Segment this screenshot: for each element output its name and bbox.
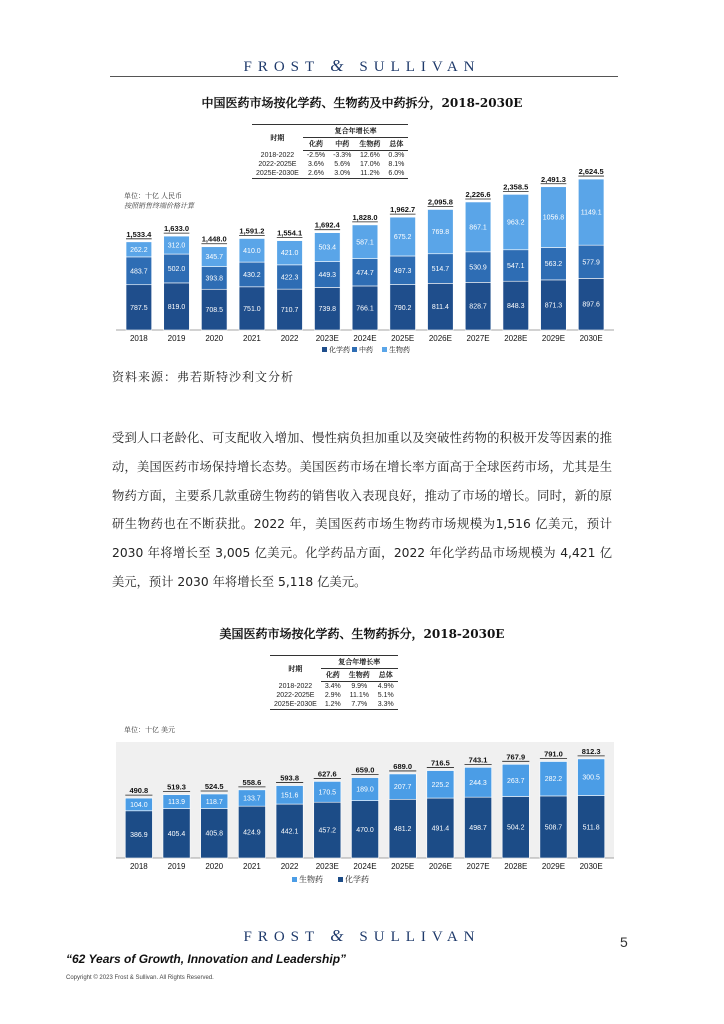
- chart1-title: 中国医药市场按化学药、生物药及中药拆分，2018-2030E: [201, 96, 523, 110]
- value-cell: 5.6%: [334, 161, 351, 168]
- col-header: 中药: [329, 138, 355, 151]
- chart2-stacked-bar-chart: [112, 728, 618, 888]
- segment-value-label: 587.1: [356, 239, 374, 247]
- segment-value-label: 151.6: [280, 792, 299, 800]
- segment-value-label: 393.8: [205, 275, 223, 283]
- table-row: [270, 691, 398, 700]
- header-brand-logo: [0, 56, 724, 76]
- footer-brand-logo: [0, 926, 724, 946]
- segment-value-label: 498.7: [469, 825, 487, 833]
- total-value-label: 1,533.4: [126, 229, 152, 239]
- segment-value-label: 769.8: [431, 229, 450, 237]
- segment-value-label: 457.2: [318, 827, 337, 835]
- legend-swatch: [382, 347, 387, 352]
- total-value-label: 1,692.4: [314, 220, 340, 230]
- value-cell: 3.6%: [307, 161, 324, 168]
- table-row: [270, 682, 398, 692]
- segment-value-label: 118.7: [205, 798, 223, 806]
- segment-value-label: 262.2: [130, 246, 148, 254]
- chart1-cagr-table: [252, 124, 408, 179]
- segment-value-label: 225.2: [431, 781, 450, 789]
- segment-value-label: 282.2: [544, 776, 563, 784]
- total-value-label: 1,962.7: [390, 205, 416, 215]
- x-tick-label: 2028E: [504, 862, 528, 871]
- segment-value-label: 563.2: [544, 261, 563, 269]
- total-value-label: 659.0: [355, 765, 375, 775]
- legend-label: 生物药: [299, 875, 323, 884]
- value-cell: 1.2%: [321, 700, 345, 710]
- segment-value-label: 410.0: [243, 247, 261, 255]
- x-tick-label: 2020: [205, 862, 224, 871]
- segment-value-label: 514.7: [431, 266, 450, 274]
- x-tick-label: 2024E: [353, 862, 377, 871]
- table-row: [270, 700, 398, 710]
- value-cell: 0.3%: [388, 152, 405, 159]
- segment-value-label: 503.4: [318, 244, 337, 252]
- legend-swatch: [338, 877, 343, 882]
- segment-value-label: 300.5: [582, 774, 600, 782]
- x-tick-label: 2022: [280, 862, 299, 871]
- total-value-label: 689.0: [393, 761, 413, 771]
- segment-value-label: 787.5: [130, 304, 148, 312]
- total-value-label: 519.3: [167, 782, 186, 792]
- segment-value-label: 739.8: [318, 306, 337, 314]
- x-tick-label: 2023E: [315, 334, 339, 343]
- segment-value-label: 819.0: [167, 303, 186, 311]
- value-cell: 2.9%: [324, 692, 341, 699]
- segment-value-label: 207.7: [393, 784, 412, 792]
- legend-label: 化学药: [329, 346, 350, 354]
- total-value-label: 558.6: [242, 777, 262, 787]
- segment-value-label: 508.7: [544, 824, 563, 832]
- segment-value-label: 170.5: [318, 789, 337, 797]
- segment-value-label: 963.2: [507, 219, 525, 227]
- segment-value-label: 511.8: [582, 824, 600, 832]
- body-paragraph: 受到人口老龄化、可支配收入增加、慢性病负担加重以及突破性药物的积极开发等因素的推动，美国医药市场保持增长态势。美国医药市场在增长率方面高于全球医药市场，尤其是生物药方面，主要系几款重磅生物药的销售收入表现良好，推动了市场的增长。同时，新的原研生物药也在不断获批。2022 年，美国医药市场生物药市场规模为1,516 亿美元，预计 2030 年将增长至 3,005 亿美元。化学药品方面，2022 年化学药品市场规模为 4,421 亿美元，预计 2030 年将增长至 5,118 亿美元。: [112, 431, 612, 589]
- table-row: [252, 169, 408, 179]
- value-cell: 3.4%: [324, 683, 341, 690]
- segment-value-label: 811.4: [431, 304, 449, 312]
- value-cell: 6.0%: [384, 169, 408, 179]
- col-header: 化药: [321, 669, 345, 682]
- segment-value-label: 424.9: [243, 829, 261, 837]
- segment-value-label: 710.7: [280, 307, 299, 315]
- segment-value-label: 263.7: [507, 777, 525, 785]
- segment-value-label: 421.0: [280, 250, 299, 258]
- total-value-label: 1,448.0: [201, 234, 227, 244]
- col-header: 总体: [374, 669, 398, 682]
- period-cell: 2022-2025E: [276, 692, 315, 699]
- segment-value-label: 422.3: [280, 274, 299, 282]
- segment-value-label: 751.0: [243, 305, 261, 313]
- total-value-label: 791.0: [544, 749, 563, 759]
- total-value-label: 593.8: [280, 773, 300, 783]
- value-cell: 3.3%: [374, 700, 398, 710]
- unit-method-line: 按照销售终端价格计算: [124, 203, 194, 210]
- segment-value-label: 547.1: [507, 262, 525, 270]
- segment-value-label: 470.0: [356, 826, 374, 834]
- total-value-label: 743.1: [468, 755, 488, 765]
- total-value-label: 490.8: [129, 786, 149, 796]
- segment-value-label: 386.9: [130, 831, 148, 839]
- chart2-title: 美国医药市场按化学药、生物药拆分，2018-2030E: [219, 627, 505, 641]
- x-tick-label: 2026E: [428, 334, 452, 343]
- brand-left: FROST: [243, 59, 321, 75]
- total-value-label: 627.6: [317, 769, 337, 779]
- segment-value-label: 577.9: [582, 259, 600, 267]
- period-cell: 2025E-2030E: [270, 700, 321, 710]
- segment-value-label: 430.2: [243, 271, 261, 279]
- x-tick-label: 2024E: [353, 334, 377, 343]
- segment-value-label: 766.1: [356, 305, 374, 313]
- value-cell: 2.6%: [303, 169, 329, 179]
- segment-value-label: 502.0: [167, 265, 186, 273]
- value-cell: 11.1%: [349, 692, 369, 699]
- value-cell: -3.3%: [333, 152, 352, 159]
- segment-value-label: 491.4: [431, 825, 450, 833]
- value-cell: 3.0%: [329, 169, 355, 179]
- segment-value-label: 708.5: [205, 307, 223, 315]
- segment-value-label: 481.2: [393, 826, 412, 834]
- value-cell: 12.6%: [359, 152, 380, 159]
- segment-value-label: 504.2: [507, 824, 525, 832]
- segment-value-label: 189.0: [356, 786, 374, 794]
- col-header: 总体: [384, 138, 408, 151]
- total-value-label: 2,358.5: [503, 182, 529, 192]
- brand-right: SULLIVAN: [359, 59, 481, 75]
- x-tick-label: 2018: [129, 334, 148, 343]
- legend-label: 生物药: [389, 346, 410, 354]
- segment-value-label: 442.1: [280, 828, 299, 836]
- total-value-label: 2,491.3: [540, 174, 566, 184]
- segment-value-label: 897.6: [582, 301, 600, 309]
- x-tick-label: 2030E: [579, 862, 603, 871]
- page-number: 5: [620, 934, 628, 950]
- segment-value-label: 474.7: [356, 269, 374, 277]
- brand-ampersand: &: [330, 56, 350, 75]
- value-cell: 7.7%: [345, 700, 374, 710]
- footer-slogan: “62 Years of Growth, Innovation and Leadership”: [66, 952, 347, 966]
- total-value-label: 2,226.6: [465, 189, 491, 199]
- value-cell: 17.0%: [359, 161, 380, 168]
- cagr-header: 复合年增长率: [303, 125, 409, 138]
- total-value-label: 1,828.0: [352, 212, 378, 222]
- brand-left: FROST: [243, 929, 321, 945]
- period-header: 时期: [270, 656, 321, 682]
- footer-copyright: Copyright © 2023 Frost & Sullivan. All Rights Reserved.: [66, 975, 214, 981]
- value-cell: 9.9%: [351, 683, 368, 690]
- total-value-label: 524.5: [204, 782, 224, 792]
- segment-value-label: 244.3: [469, 779, 487, 787]
- total-value-label: 1,633.0: [164, 224, 190, 234]
- total-value-label: 767.9: [506, 752, 526, 762]
- table-row: [252, 151, 408, 161]
- segment-value-label: 828.7: [469, 303, 487, 311]
- value-cell: 11.2%: [355, 169, 384, 179]
- legend-label: 化学药: [345, 875, 369, 884]
- period-cell: 2025E-2030E: [252, 169, 303, 179]
- table-row: [252, 160, 408, 169]
- chart2-unit-note: 单位：十亿 美元: [124, 727, 175, 734]
- segment-value-label: 1056.8: [542, 214, 565, 222]
- legend-swatch: [322, 347, 327, 352]
- segment-value-label: 312.0: [167, 242, 186, 250]
- segment-value-label: 405.8: [205, 830, 223, 838]
- header-divider: [110, 76, 618, 77]
- total-value-label: 2,624.5: [578, 167, 604, 177]
- unit-line: 单位：十亿 人民币: [124, 193, 182, 200]
- x-tick-label: 2022: [280, 334, 299, 343]
- x-tick-label: 2019: [167, 862, 186, 871]
- total-value-label: 2,095.8: [427, 197, 453, 207]
- period-cell: 2018-2022: [260, 151, 295, 159]
- segment-value-label: 483.7: [130, 268, 148, 276]
- segment-value-label: 848.3: [507, 303, 525, 311]
- total-value-label: 716.5: [430, 758, 450, 768]
- legend-swatch: [292, 877, 297, 882]
- segment-value-label: 405.4: [167, 830, 186, 838]
- x-tick-label: 2027E: [466, 334, 490, 343]
- col-header: 生物药: [345, 669, 374, 682]
- x-tick-label: 2026E: [428, 862, 452, 871]
- value-cell: -2.5%: [306, 152, 326, 159]
- col-header: 化药: [303, 138, 329, 151]
- segment-value-label: 871.3: [544, 302, 563, 310]
- value-cell: 4.9%: [377, 683, 394, 690]
- brand-right: SULLIVAN: [359, 929, 481, 945]
- segment-value-label: 675.2: [393, 234, 412, 242]
- col-header: 生物药: [355, 138, 384, 151]
- x-tick-label: 2023E: [315, 862, 339, 871]
- segment-value-label: 867.1: [469, 224, 487, 232]
- x-tick-label: 2020: [205, 334, 224, 343]
- x-tick-label: 2019: [167, 334, 186, 343]
- segment-value-label: 113.9: [168, 799, 186, 807]
- segment-value-label: 790.2: [393, 304, 412, 312]
- segment-value-label: 1149.1: [580, 209, 602, 217]
- x-tick-label: 2030E: [579, 334, 603, 343]
- segment-value-label: 497.3: [393, 267, 412, 275]
- x-tick-label: 2021: [243, 862, 261, 871]
- value-cell: 8.1%: [388, 161, 405, 168]
- x-tick-label: 2029E: [541, 334, 566, 343]
- x-tick-label: 2018: [129, 862, 148, 871]
- total-value-label: 1,591.2: [239, 226, 265, 236]
- period-cell: 2018-2022: [278, 682, 313, 690]
- segment-value-label: 104.0: [130, 801, 148, 809]
- segment-value-label: 345.7: [205, 254, 223, 262]
- x-tick-label: 2028E: [504, 334, 528, 343]
- x-tick-label: 2027E: [466, 862, 490, 871]
- x-tick-label: 2025E: [391, 862, 415, 871]
- total-value-label: 812.3: [581, 746, 601, 756]
- x-tick-label: 2021: [243, 334, 261, 343]
- legend-label: 中药: [359, 346, 373, 354]
- segment-value-label: 449.3: [318, 272, 337, 280]
- segment-value-label: 133.7: [243, 795, 261, 803]
- total-value-label: 1,554.1: [277, 228, 303, 238]
- legend-swatch: [352, 347, 357, 352]
- period-cell: 2022-2025E: [258, 161, 297, 168]
- cagr-header: 复合年增长率: [321, 656, 398, 669]
- x-tick-label: 2025E: [391, 334, 415, 343]
- source-note: 资料来源：弗若斯特沙利文分析: [112, 370, 295, 384]
- x-tick-label: 2029E: [541, 862, 566, 871]
- chart2-cagr-table: [270, 655, 398, 710]
- brand-ampersand: &: [330, 926, 350, 945]
- value-cell: 5.1%: [377, 692, 394, 699]
- segment-value-label: 530.9: [469, 264, 487, 272]
- period-header: 时期: [252, 125, 303, 151]
